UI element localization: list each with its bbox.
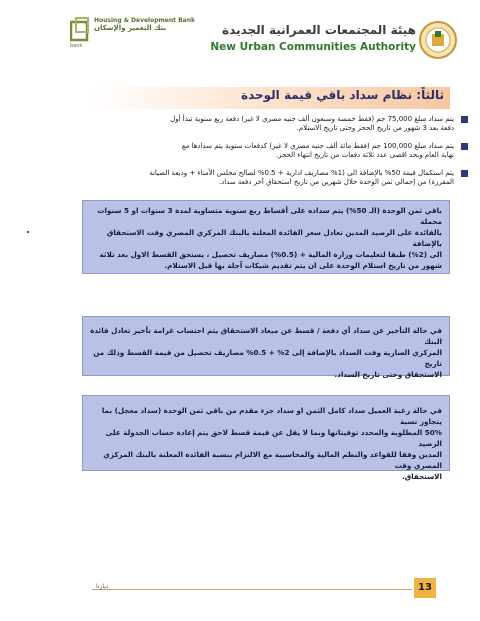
box-1-line-2: بالفائدة على الرصيد المدين تعادل سعر الفائدة المعلنة بالبنك المركزي المصري وقت الاستحقاق بالإضافة (106, 228, 442, 248)
bullet-3-line-1: يتم استكمال قيمة 50% بالإضافة الى (1% مصاريف ادارية + 0.5% لصالح مجلس الأمناء + وديعة الصيانة (149, 169, 454, 177)
box-2-line-2: المركزي السارية وقت السداد بالإضافة إلى 2% + 0.5% مصاريف تحصيل من قيمة القسط وذلك من تاريخ (93, 348, 442, 368)
hdb-logo-icon (70, 16, 90, 42)
box-1-line-4: شهور من تاريخ استلام الوحدة على ان يتم تقديم شيكات آجلة بها قبل الاستلام. (164, 261, 442, 270)
square-bullet-icon (461, 170, 468, 177)
nuca-name-en: New Urban Communities Authority (210, 41, 416, 53)
hdb-bank-mark: bank (70, 43, 83, 49)
hdb-name-en: Housing & Development Bank (94, 17, 195, 24)
bullet-1-line-2: دفعة بعد 3 شهور من تاريخ الحجز وحتى تاريخ الاستلام. (296, 124, 454, 132)
section-title: ثالثاً: نظام سداد باقي قيمة الوحدة (240, 88, 444, 102)
info-box-installments (82, 200, 450, 274)
bullet-2-line-2: نهاية العام وبحد اقصى عدد ثلاثة دفعات من تاريخ انتهاء الحجز. (275, 151, 454, 159)
box-2-line-3: الاستحقاق وحتى تاريخ السداد. (334, 370, 442, 379)
box-3-line-3: المدين وفقا للقواعد والنظم المالية والمحاسبية مع الالتزام بنسبة الفائدة المعلنة بالبنك المركزي المصري وقت (103, 450, 442, 470)
footer-rule (92, 589, 412, 590)
bullet-3-line-2: المقررة) من إجمالي ثمن الوحدة خلال شهرين من تاريخ استحقاق آخر دفعة سداد. (218, 178, 454, 186)
hdb-brand (94, 17, 204, 33)
bullet-item-2 (84, 142, 454, 160)
bullet-1-line-1: يتم سداد مبلغ 75,000 جم (فقط خمسة وسبعون ألف جنيه مصري لا غير) دفعة ربع سنوية تبدأ أول (170, 115, 454, 123)
bullet-2-line-1: يتم سداد مبلغ 100,000 جم (فقط مائة ألف جنيه مصري لا غير) كدفعات سنوية يتم سدادها مع (181, 142, 454, 150)
info-box-early-payment (82, 395, 450, 481)
square-bullet-icon (461, 116, 468, 123)
box-2-line-1: في حالة التأخير عن سداد أي دفعة / قسط عن ميعاد الاستحقاق يتم احتساب غرامة تأخير تعادل فائدة البنك (90, 326, 442, 346)
footer-label: ديارنا (96, 583, 109, 590)
box-1-line-3: الى (2%) طبقا لتعليمات وزارة المالية + (0.5%) مصاريف تحصيل ، يستحق القسط الاول بعد ثلاثة (99, 250, 442, 259)
box-3-line-1: في حالة رغبة العميل سداد كامل الثمن او سداد جزء مقدم من باقي ثمن الوحدة (سداد معجل) بما يتجاوز نسبة (101, 406, 442, 426)
square-bullet-icon (461, 143, 468, 150)
box-3-line-2: 50% المطلوبة والمحدد توقيتاتها وبما لا يقل عن قيمة قسط لاحق يتم إعادة حساب الجدولة على الرصيد (105, 428, 442, 448)
bullet-item-1 (84, 115, 454, 133)
bullet-item-3 (84, 169, 454, 187)
hdb-name-ar: بنك التعمير والإسكان (94, 24, 167, 32)
box-1-line-1: باقي ثمن الوحدة (الـ 50%) يتم سداده على أقساط ربع سنوية متساوية لمدة 3 سنوات او 5 سنوات محملة (97, 206, 442, 226)
box-3-line-4: الاستحقاق. (401, 472, 442, 481)
info-box-late-payment (82, 316, 450, 379)
nuca-emblem-icon (418, 20, 458, 60)
margin-dot (27, 231, 29, 233)
nuca-name-ar: هيئة المجتمعات العمرانية الجديدة (222, 23, 416, 37)
page-number: 13 (414, 578, 436, 598)
